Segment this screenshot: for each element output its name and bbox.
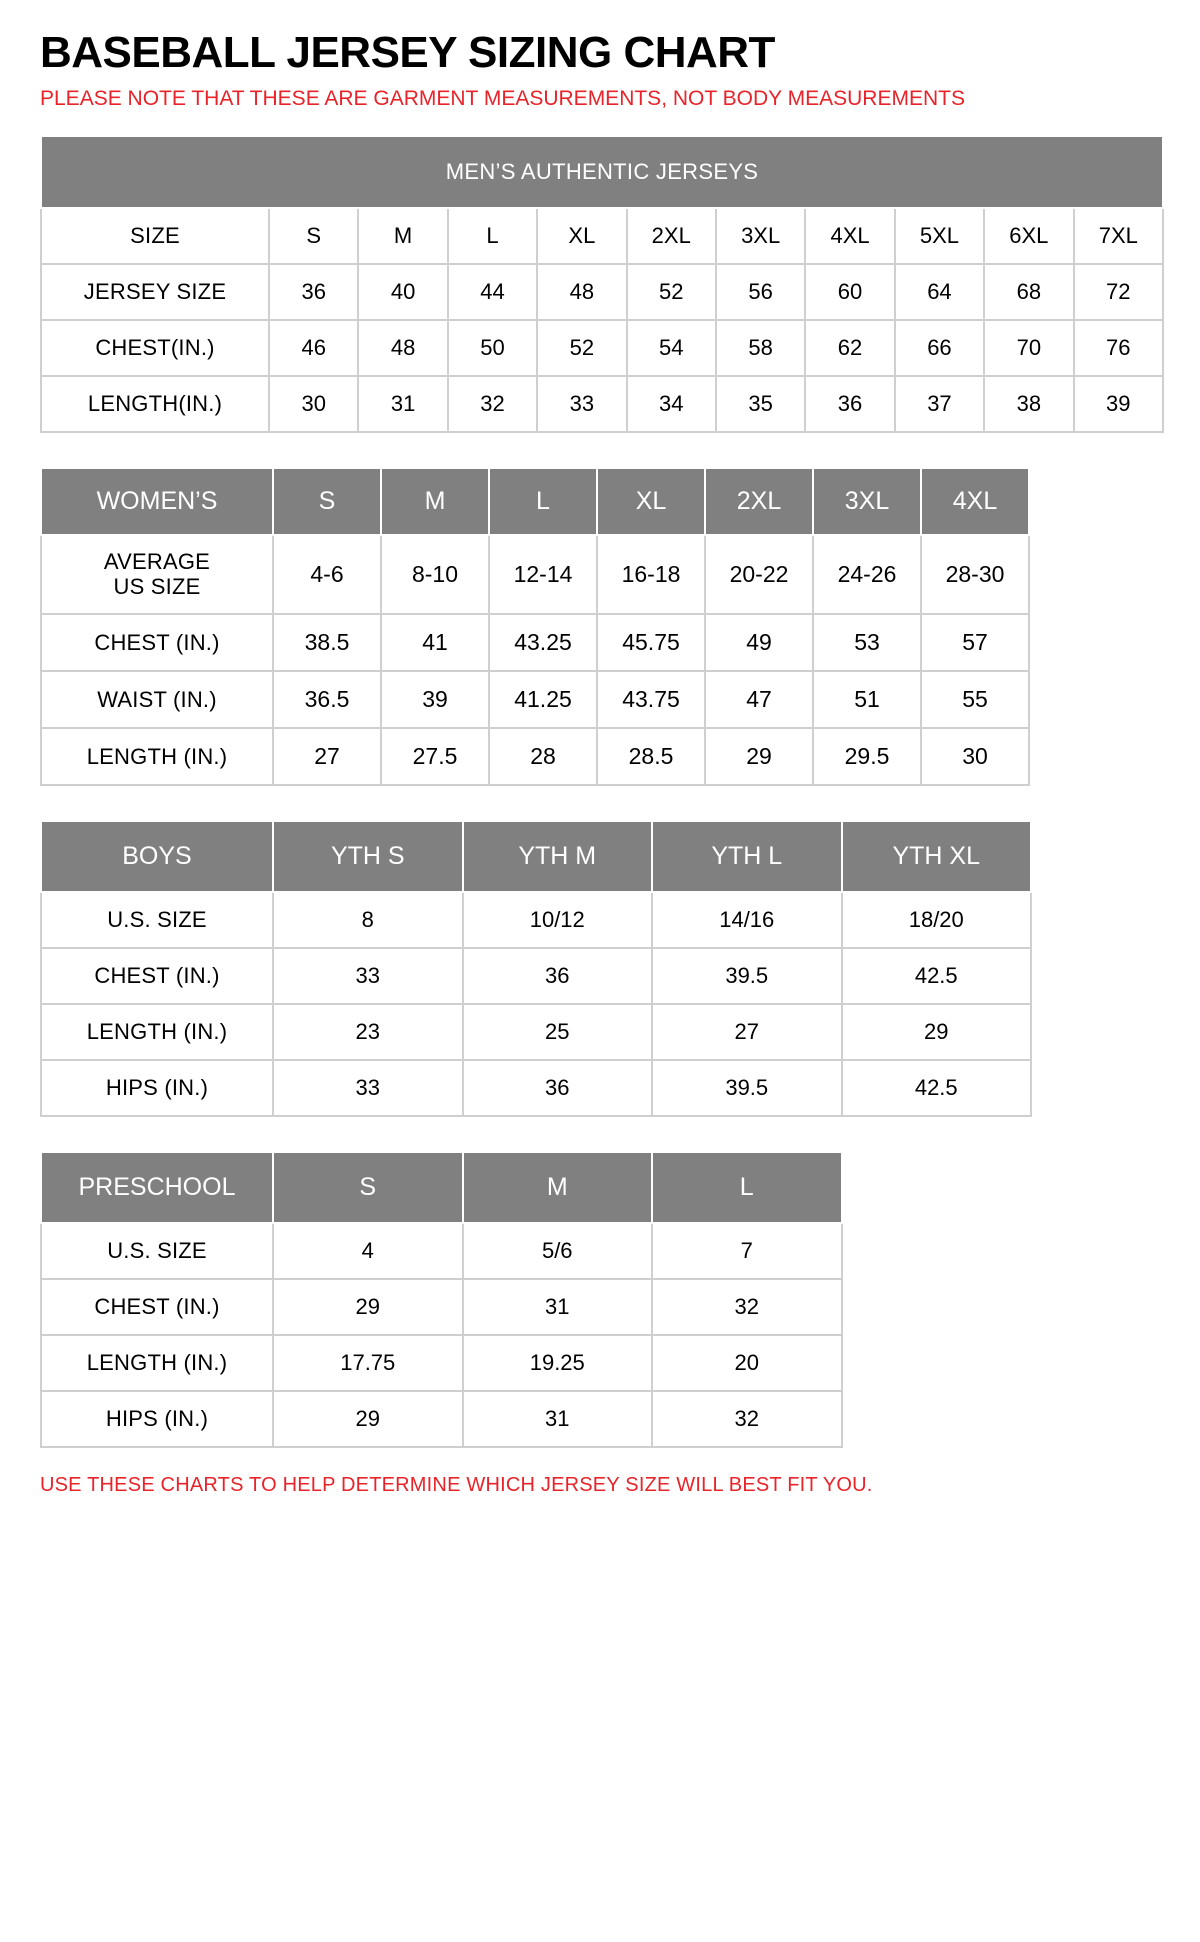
measurement-cell: 36 (463, 948, 653, 1004)
measurement-cell: 35 (716, 376, 805, 432)
row-label: LENGTH (IN.) (41, 1335, 273, 1391)
measurement-cell: 29 (842, 1004, 1032, 1060)
size-header-cell: S (269, 208, 358, 264)
measurement-cell: 19.25 (463, 1335, 653, 1391)
measurement-cell: 7 (652, 1223, 842, 1279)
measurement-cell: 28.5 (597, 728, 705, 785)
row-label: LENGTH(IN.) (41, 376, 269, 432)
measurement-cell: 17.75 (273, 1335, 463, 1391)
measurement-cell: 33 (273, 948, 463, 1004)
size-header-cell: M (381, 468, 489, 535)
table-row (41, 671, 1029, 728)
size-header-cell: L (448, 208, 537, 264)
measurement-cell: 43.75 (597, 671, 705, 728)
page-title: BASEBALL JERSEY SIZING CHART (40, 28, 775, 77)
table-row (41, 376, 1163, 432)
measurement-cell: 41.25 (489, 671, 597, 728)
size-header-cell: YTH L (652, 821, 842, 892)
size-header-cell: 4XL (921, 468, 1029, 535)
table-banner-label: MEN’S AUTHENTIC JERSEYS (41, 136, 1163, 208)
measurement-cell: 16-18 (597, 535, 705, 614)
size-header-cell: S (273, 468, 381, 535)
measurement-cell: 50 (448, 320, 537, 376)
measurement-cell: 68 (984, 264, 1073, 320)
measurement-cell: 70 (984, 320, 1073, 376)
measurement-cell: 37 (895, 376, 984, 432)
measurement-cell: 53 (813, 614, 921, 671)
measurement-cell: 42.5 (842, 1060, 1032, 1116)
measurement-cell: 10/12 (463, 892, 653, 948)
measurement-cell: 27.5 (381, 728, 489, 785)
size-header-cell: S (273, 1152, 463, 1223)
womens-sizing-table (40, 467, 1030, 786)
size-header-cell: M (358, 208, 447, 264)
measurement-cell: 28 (489, 728, 597, 785)
measurement-cell: 36 (463, 1060, 653, 1116)
measurement-cell: 32 (448, 376, 537, 432)
measurement-cell: 66 (895, 320, 984, 376)
category-label: PRESCHOOL (41, 1152, 273, 1223)
table-row (41, 1004, 1031, 1060)
row-label: HIPS (IN.) (41, 1060, 273, 1116)
measurement-cell: 12-14 (489, 535, 597, 614)
size-header-cell: 6XL (984, 208, 1073, 264)
measurement-cell: 25 (463, 1004, 653, 1060)
table-row (41, 948, 1031, 1004)
measurement-cell: 36.5 (273, 671, 381, 728)
measurement-cell: 36 (269, 264, 358, 320)
table-row (41, 728, 1029, 785)
table-row (41, 892, 1031, 948)
row-label: CHEST (IN.) (41, 614, 273, 671)
category-label: WOMEN’S (41, 468, 273, 535)
size-header-cell: M (463, 1152, 653, 1223)
row-label: AVERAGE US SIZE (41, 535, 273, 614)
measurement-cell: 36 (805, 376, 894, 432)
measurement-cell: 40 (358, 264, 447, 320)
table-row (41, 1279, 842, 1335)
mens-sizing-table (40, 135, 1164, 433)
row-label: LENGTH (IN.) (41, 728, 273, 785)
size-header-cell: L (489, 468, 597, 535)
measurement-cell: 39 (1074, 376, 1164, 432)
row-label: WAIST (IN.) (41, 671, 273, 728)
row-label: U.S. SIZE (41, 892, 273, 948)
table-row (41, 1391, 842, 1447)
table-banner-row (41, 136, 1163, 208)
measurement-cell: 48 (537, 264, 626, 320)
measurement-cell: 4-6 (273, 535, 381, 614)
row-label: CHEST(IN.) (41, 320, 269, 376)
measurement-cell: 8 (273, 892, 463, 948)
measurement-cell: 29 (705, 728, 813, 785)
table-row (41, 1335, 842, 1391)
size-header-row (41, 208, 1163, 264)
measurement-cell: 54 (627, 320, 716, 376)
measurement-cell: 29 (273, 1391, 463, 1447)
measurement-cell: 33 (537, 376, 626, 432)
size-header-cell: XL (597, 468, 705, 535)
measurement-cell: 58 (716, 320, 805, 376)
measurement-cell: 72 (1074, 264, 1164, 320)
table-row (41, 614, 1029, 671)
size-header-cell: XL (537, 208, 626, 264)
measurement-cell: 38.5 (273, 614, 381, 671)
size-header-cell: 3XL (716, 208, 805, 264)
measurement-cell: 14/16 (652, 892, 842, 948)
measurement-cell: 20 (652, 1335, 842, 1391)
row-label: CHEST (IN.) (41, 948, 273, 1004)
row-label: CHEST (IN.) (41, 1279, 273, 1335)
measurement-cell: 45.75 (597, 614, 705, 671)
measurement-cell: 39 (381, 671, 489, 728)
table-row (41, 535, 1029, 614)
measurement-cell: 76 (1074, 320, 1164, 376)
measurement-cell: 33 (273, 1060, 463, 1116)
measurement-cell: 41 (381, 614, 489, 671)
row-label: JERSEY SIZE (41, 264, 269, 320)
table-row (41, 320, 1163, 376)
size-header-label: SIZE (41, 208, 269, 264)
measurement-cell: 30 (269, 376, 358, 432)
measurement-cell: 29.5 (813, 728, 921, 785)
measurement-cell: 28-30 (921, 535, 1029, 614)
row-label: U.S. SIZE (41, 1223, 273, 1279)
measurement-cell: 8-10 (381, 535, 489, 614)
size-header-cell: 4XL (805, 208, 894, 264)
measurement-cell: 39.5 (652, 948, 842, 1004)
size-header-cell: YTH S (273, 821, 463, 892)
preschool-sizing-table (40, 1151, 843, 1448)
measurement-cell: 24-26 (813, 535, 921, 614)
measurement-cell: 23 (273, 1004, 463, 1060)
size-header-row (41, 468, 1029, 535)
measurement-cell: 44 (448, 264, 537, 320)
measurement-cell: 18/20 (842, 892, 1032, 948)
table-row (41, 264, 1163, 320)
measurement-cell: 32 (652, 1391, 842, 1447)
measurement-cell: 5/6 (463, 1223, 653, 1279)
size-header-row (41, 821, 1031, 892)
size-header-cell: 5XL (895, 208, 984, 264)
measurement-cell: 31 (463, 1279, 653, 1335)
size-header-cell: 2XL (627, 208, 716, 264)
measurement-cell: 32 (652, 1279, 842, 1335)
boys-sizing-table (40, 820, 1032, 1117)
measurement-cell: 29 (273, 1279, 463, 1335)
measurement-cell: 42.5 (842, 948, 1032, 1004)
measurement-cell: 48 (358, 320, 447, 376)
measurement-cell: 60 (805, 264, 894, 320)
size-header-cell: 7XL (1074, 208, 1164, 264)
measurement-cell: 43.25 (489, 614, 597, 671)
measurement-cell: 57 (921, 614, 1029, 671)
measurement-cell: 31 (463, 1391, 653, 1447)
row-label: HIPS (IN.) (41, 1391, 273, 1447)
measurement-cell: 56 (716, 264, 805, 320)
measurement-cell: 27 (652, 1004, 842, 1060)
measurement-cell: 38 (984, 376, 1073, 432)
measurement-cell: 31 (358, 376, 447, 432)
size-header-cell: L (652, 1152, 842, 1223)
measurement-cell: 55 (921, 671, 1029, 728)
measurement-cell: 27 (273, 728, 381, 785)
size-header-cell: 3XL (813, 468, 921, 535)
size-header-cell: YTH XL (842, 821, 1032, 892)
measurement-cell: 64 (895, 264, 984, 320)
size-header-cell: YTH M (463, 821, 653, 892)
measurement-cell: 34 (627, 376, 716, 432)
size-header-row (41, 1152, 842, 1223)
measurement-cell: 52 (627, 264, 716, 320)
measurement-cell: 39.5 (652, 1060, 842, 1116)
footer-note: USE THESE CHARTS TO HELP DETERMINE WHICH JERSEY SIZE WILL BEST FIT YOU. (40, 1474, 873, 1497)
measurement-cell: 47 (705, 671, 813, 728)
row-label: LENGTH (IN.) (41, 1004, 273, 1060)
measurement-cell: 51 (813, 671, 921, 728)
category-label: BOYS (41, 821, 273, 892)
measurement-cell: 52 (537, 320, 626, 376)
table-row (41, 1060, 1031, 1116)
measurement-cell: 4 (273, 1223, 463, 1279)
table-row (41, 1223, 842, 1279)
garment-measurement-note: PLEASE NOTE THAT THESE ARE GARMENT MEASUREMENTS, NOT BODY MEASUREMENTS (40, 87, 965, 111)
measurement-cell: 62 (805, 320, 894, 376)
measurement-cell: 20-22 (705, 535, 813, 614)
measurement-cell: 46 (269, 320, 358, 376)
measurement-cell: 49 (705, 614, 813, 671)
size-header-cell: 2XL (705, 468, 813, 535)
measurement-cell: 30 (921, 728, 1029, 785)
